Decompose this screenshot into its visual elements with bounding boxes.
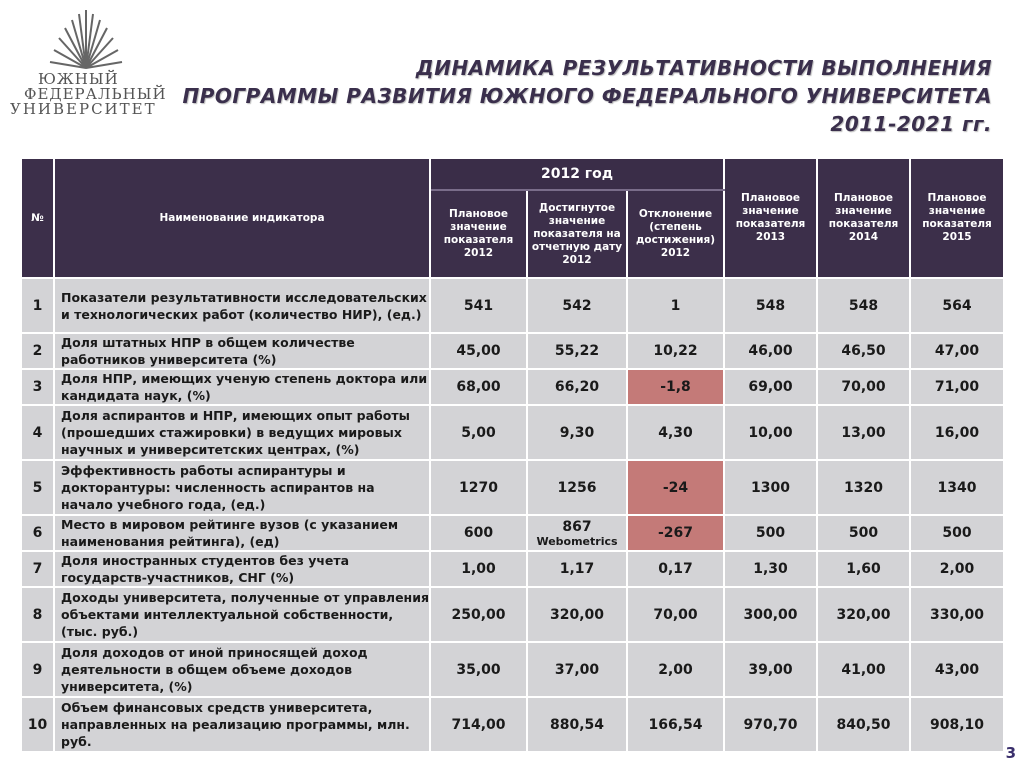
university-logo (8, 6, 188, 116)
row-name: Эффективность работы аспирантуры и докторантуры: численность аспирантов на начало учебного года, (ед.) (54, 460, 430, 515)
cell-achieved-2012 (527, 515, 627, 551)
cell-achieved-2012: 320,00 (527, 587, 627, 642)
cell-deviation-2012: 10,22 (627, 333, 724, 369)
cell-plan-2012: 5,00 (430, 405, 527, 460)
cell-plan-2012: 35,00 (430, 642, 527, 697)
row-name: Доля доходов от иной приносящей доход деятельности в общем объеме доходов университета, (%) (54, 642, 430, 697)
cell-plan-2013: 970,70 (724, 697, 817, 752)
cell-achieved-2012: 1,17 (527, 551, 627, 587)
header-plan-2015: Плановое значение показателя 2015 (910, 158, 1004, 278)
cell-deviation-2012-negative: -24 (627, 460, 724, 515)
row-num: 7 (21, 551, 54, 587)
cell-deviation-2012: 4,30 (627, 405, 724, 460)
cell-plan-2014: 548 (817, 278, 910, 333)
page-number: 3 (1005, 744, 1016, 762)
logo-line-2: ФЕДЕРАЛЬНЫЙ (24, 85, 167, 103)
cell-achieved-2012: 55,22 (527, 333, 627, 369)
title-line-3: 2011-2021 гг. (830, 112, 992, 136)
cell-achieved-2012: 66,20 (527, 369, 627, 405)
cell-achieved-2012: 1256 (527, 460, 627, 515)
header-plan-2012: Плановое значение показателя 2012 (430, 190, 527, 278)
cell-plan-2014: 1,60 (817, 551, 910, 587)
cell-plan-2013: 10,00 (724, 405, 817, 460)
title-line-2: ПРОГРАММЫ РАЗВИТИЯ ЮЖНОГО ФЕДЕРАЛЬНОГО УНИВЕРСИТЕТА (182, 84, 992, 108)
cell-plan-2013: 69,00 (724, 369, 817, 405)
cell-plan-2012: 714,00 (430, 697, 527, 752)
row-name: Показатели результативности исследовательских и технологических работ (количество НИР), (ед.) (54, 278, 430, 333)
table-row (21, 333, 1004, 369)
cell-achieved-2012: 880,54 (527, 697, 627, 752)
cell-plan-2015: 1340 (910, 460, 1004, 515)
table-row (21, 278, 1004, 333)
cell-plan-2013: 300,00 (724, 587, 817, 642)
logo-line-1: ЮЖНЫЙ (38, 70, 119, 88)
cell-plan-2012: 250,00 (430, 587, 527, 642)
cell-plan-2014: 500 (817, 515, 910, 551)
row-name: Доходы университета, полученные от управления объектами интеллектуальной собственности, (тыс. руб.) (54, 587, 430, 642)
cell-plan-2014: 46,50 (817, 333, 910, 369)
table-row (21, 460, 1004, 515)
cell-plan-2013: 548 (724, 278, 817, 333)
row-name: Место в мировом рейтинге вузов (с указанием наименования рейтинга), (ед) (54, 515, 430, 551)
cell-plan-2014: 840,50 (817, 697, 910, 752)
header-plan-2013: Плановое значение показателя 2013 (724, 158, 817, 278)
indicators-table (20, 157, 1005, 753)
cell-plan-2015: 2,00 (910, 551, 1004, 587)
cell-achieved-2012: 37,00 (527, 642, 627, 697)
row-num: 3 (21, 369, 54, 405)
table-row (21, 515, 1004, 551)
cell-plan-2013: 46,00 (724, 333, 817, 369)
cell-plan-2015: 330,00 (910, 587, 1004, 642)
cell-plan-2015: 564 (910, 278, 1004, 333)
row-name: Объем финансовых средств университета, направленных на реализацию программы, млн. руб. (54, 697, 430, 752)
row-num: 1 (21, 278, 54, 333)
cell-plan-2012: 600 (430, 515, 527, 551)
title-line-1: ДИНАМИКА РЕЗУЛЬТАТИВНОСТИ ВЫПОЛНЕНИЯ (415, 56, 992, 80)
table-row (21, 587, 1004, 642)
cell-plan-2012: 45,00 (430, 333, 527, 369)
cell-deviation-2012: 1 (627, 278, 724, 333)
cell-deviation-2012: 166,54 (627, 697, 724, 752)
cell-plan-2015: 43,00 (910, 642, 1004, 697)
row-name: Доля НПР, имеющих ученую степень доктора или кандидата наук, (%) (54, 369, 430, 405)
cell-plan-2015: 71,00 (910, 369, 1004, 405)
header-deviation-2012: Отклонение (степень достижения) 2012 (627, 190, 724, 278)
cell-plan-2013: 39,00 (724, 642, 817, 697)
row-num: 6 (21, 515, 54, 551)
cell-plan-2014: 70,00 (817, 369, 910, 405)
cell-plan-2014: 41,00 (817, 642, 910, 697)
row-num: 9 (21, 642, 54, 697)
header-plan-2014: Плановое значение показателя 2014 (817, 158, 910, 278)
cell-deviation-2012-negative: -267 (627, 515, 724, 551)
cell-plan-2013: 1,30 (724, 551, 817, 587)
table-row (21, 697, 1004, 752)
cell-plan-2012: 68,00 (430, 369, 527, 405)
row-num: 8 (21, 587, 54, 642)
row-num: 2 (21, 333, 54, 369)
header-name: Наименование индикатора (54, 158, 430, 278)
header-num: № (21, 158, 54, 278)
cell-plan-2012: 1270 (430, 460, 527, 515)
cell-plan-2015: 47,00 (910, 333, 1004, 369)
cell-deviation-2012-negative: -1,8 (627, 369, 724, 405)
cell-plan-2013: 500 (724, 515, 817, 551)
table-row (21, 369, 1004, 405)
cell-deviation-2012: 70,00 (627, 587, 724, 642)
row-num: 4 (21, 405, 54, 460)
row-name: Доля аспирантов и НПР, имеющих опыт работы (прошедших стажировки) в ведущих мировых научных и университетских центрах, (%) (54, 405, 430, 460)
achieved-value: 867 (562, 518, 592, 535)
logo-line-3: УНИВЕРСИТЕТ (10, 100, 157, 118)
cell-plan-2014: 13,00 (817, 405, 910, 460)
row-num: 10 (21, 697, 54, 752)
page-title (183, 54, 992, 138)
row-num: 5 (21, 460, 54, 515)
header-year-2012: 2012 год (430, 158, 724, 190)
logo-text (8, 72, 188, 117)
table-row (21, 405, 1004, 460)
cell-plan-2012: 541 (430, 278, 527, 333)
logo-rays-icon (46, 6, 126, 72)
cell-plan-2013: 1300 (724, 460, 817, 515)
cell-achieved-2012: 9,30 (527, 405, 627, 460)
table-row (21, 551, 1004, 587)
row-name: Доля иностранных студентов без учета государств-участников, СНГ (%) (54, 551, 430, 587)
cell-plan-2015: 500 (910, 515, 1004, 551)
table-row (21, 642, 1004, 697)
cell-deviation-2012: 0,17 (627, 551, 724, 587)
rating-name: Webometrics (536, 534, 618, 548)
cell-plan-2015: 16,00 (910, 405, 1004, 460)
cell-achieved-2012: 542 (527, 278, 627, 333)
cell-plan-2012: 1,00 (430, 551, 527, 587)
cell-plan-2014: 1320 (817, 460, 910, 515)
header-achieved-2012: Достигнутое значение показателя на отчетную дату 2012 (527, 190, 627, 278)
row-name: Доля штатных НПР в общем количестве работников университета (%) (54, 333, 430, 369)
cell-plan-2015: 908,10 (910, 697, 1004, 752)
cell-deviation-2012: 2,00 (627, 642, 724, 697)
cell-plan-2014: 320,00 (817, 587, 910, 642)
